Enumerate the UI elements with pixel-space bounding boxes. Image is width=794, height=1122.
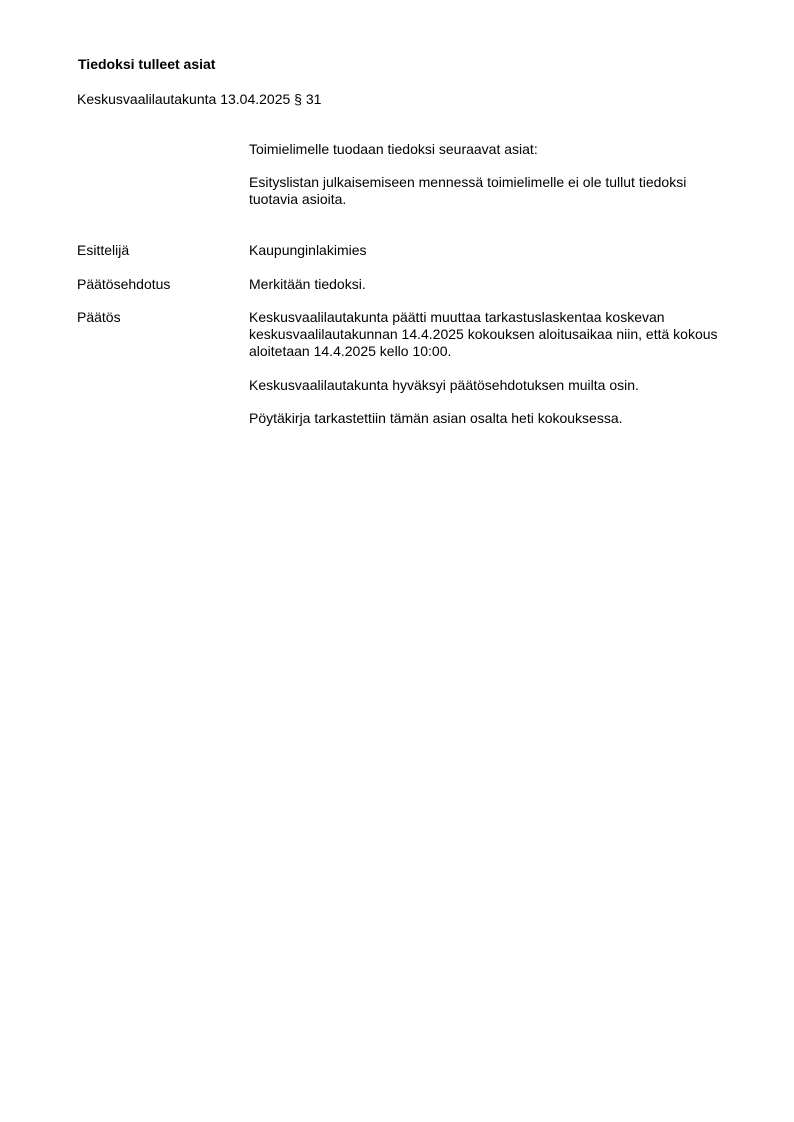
decision-paragraph-3: Pöytäkirja tarkastettiin tämän asian osalta heti kokouksessa. (249, 410, 623, 426)
proposal-label: Päätösehdotus (77, 276, 171, 292)
presenter-value: Kaupunginlakimies (249, 242, 367, 258)
intro-text: Toimielimelle tuodaan tiedoksi seuraavat asiat: (249, 141, 538, 157)
decision-label: Päätös (77, 309, 121, 325)
proposal-value: Merkitään tiedoksi. (249, 276, 366, 292)
decision-paragraph-2: Keskusvaalilautakunta hyväksyi päätösehdotuksen muilta osin. (249, 377, 639, 393)
intro-detail-text: Esityslistan julkaisemiseen mennessä toimielimelle ei ole tullut tiedoksi tuotavia asioita. (249, 174, 687, 207)
decision-paragraph-1: Keskusvaalilautakunta päätti muuttaa tarkastuslaskentaa koskevan keskusvaalilautakunnan 14.4.2025 kokouksen aloitusaikaa niin, että kokous aloitetaan 14.4.2025 kello 10:00. (249, 309, 718, 359)
meeting-reference: Keskusvaalilautakunta 13.04.2025 § 31 (77, 91, 322, 107)
page-title: Tiedoksi tulleet asiat (78, 56, 216, 72)
presenter-label: Esittelijä (77, 242, 130, 258)
